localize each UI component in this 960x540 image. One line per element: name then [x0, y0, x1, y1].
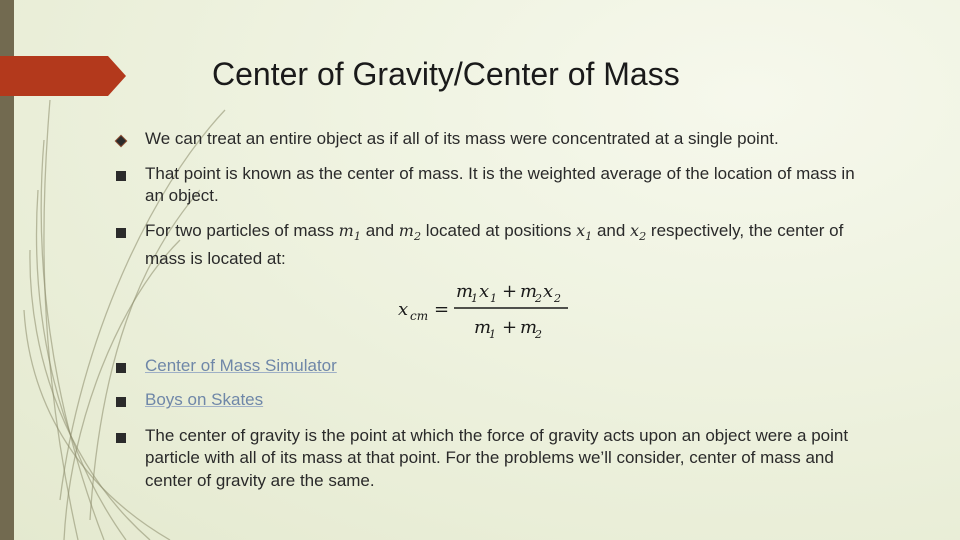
- bullet-marker-icon: [116, 433, 126, 443]
- boys-on-skates-link[interactable]: Boys on Skates: [145, 390, 264, 410]
- bullet-text: The center of gravity is the point at which the force of gravity acts upon an object were a point particle with all of its mass at that point. For the problems we’ll consider, center of mass and center of gravity are the same.: [145, 425, 849, 490]
- eq-den-m1-sub: 1: [489, 327, 496, 341]
- bullet-marker-icon: [116, 171, 126, 181]
- bullet-list: [112, 128, 872, 492]
- bullet-marker-icon: [116, 363, 126, 373]
- slide-title: Center of Gravity/Center of Mass: [212, 56, 680, 92]
- eq-num-x2-sub: 2: [554, 291, 561, 305]
- bullet-text-part: located at positions: [421, 220, 577, 240]
- eq-equals: =: [434, 298, 450, 320]
- eq-den-m1: m: [474, 316, 492, 338]
- var-x1: $x_1$: [576, 220, 593, 243]
- eq-num-x1-sub: 1: [490, 291, 497, 305]
- bullet-item-1: [112, 128, 872, 151]
- eq-plus: +: [502, 280, 518, 302]
- bullet-item-5: [112, 389, 872, 412]
- title-arrow-banner: [0, 56, 126, 96]
- eq-num-x1: x: [479, 280, 490, 302]
- bullet-text: That point is known as the center of mass. It is the weighted average of the location of mass in an object.: [145, 163, 855, 205]
- bullet-item-3: [112, 220, 872, 271]
- var-m2: $m_2$: [398, 220, 422, 243]
- bullet-marker-icon: [116, 397, 126, 407]
- bullet-item-2: [112, 163, 872, 208]
- eq-den-m2-sub: 2: [535, 327, 542, 341]
- bullet-text-part: respectively, the center of mass is located at:: [145, 220, 844, 269]
- eq-num-m2-sub: 2: [535, 291, 542, 305]
- eq-lhs: x: [398, 298, 409, 320]
- bullet-marker-icon: [116, 228, 126, 238]
- bullet-item-4: [112, 355, 872, 378]
- bullet-text-part: and: [360, 220, 399, 240]
- eq-num-m1-sub: 1: [471, 291, 478, 305]
- var-x2: $x_2$: [630, 220, 647, 243]
- eq-num-m1: m: [456, 280, 474, 302]
- center-of-mass-simulator-link[interactable]: Center of Mass Simulator: [145, 355, 337, 375]
- eq-num-m2: m: [520, 280, 538, 302]
- eq-den-plus: +: [502, 316, 518, 338]
- bullet-item-6: [112, 425, 872, 493]
- eq-den-m2: m: [520, 316, 538, 338]
- eq-num-x2: x: [543, 280, 554, 302]
- bullet-text-part: For two particles of mass: [145, 220, 339, 240]
- var-m1: $m_1$: [338, 220, 361, 243]
- eq-lhs-sub: cm: [410, 308, 429, 323]
- bullet-marker-icon: [115, 135, 128, 148]
- center-of-mass-equation: [112, 271, 872, 341]
- bullet-text: We can treat an entire object as if all of its mass were concentrated at a single point.: [145, 129, 779, 148]
- bullet-text-part: and: [592, 220, 631, 240]
